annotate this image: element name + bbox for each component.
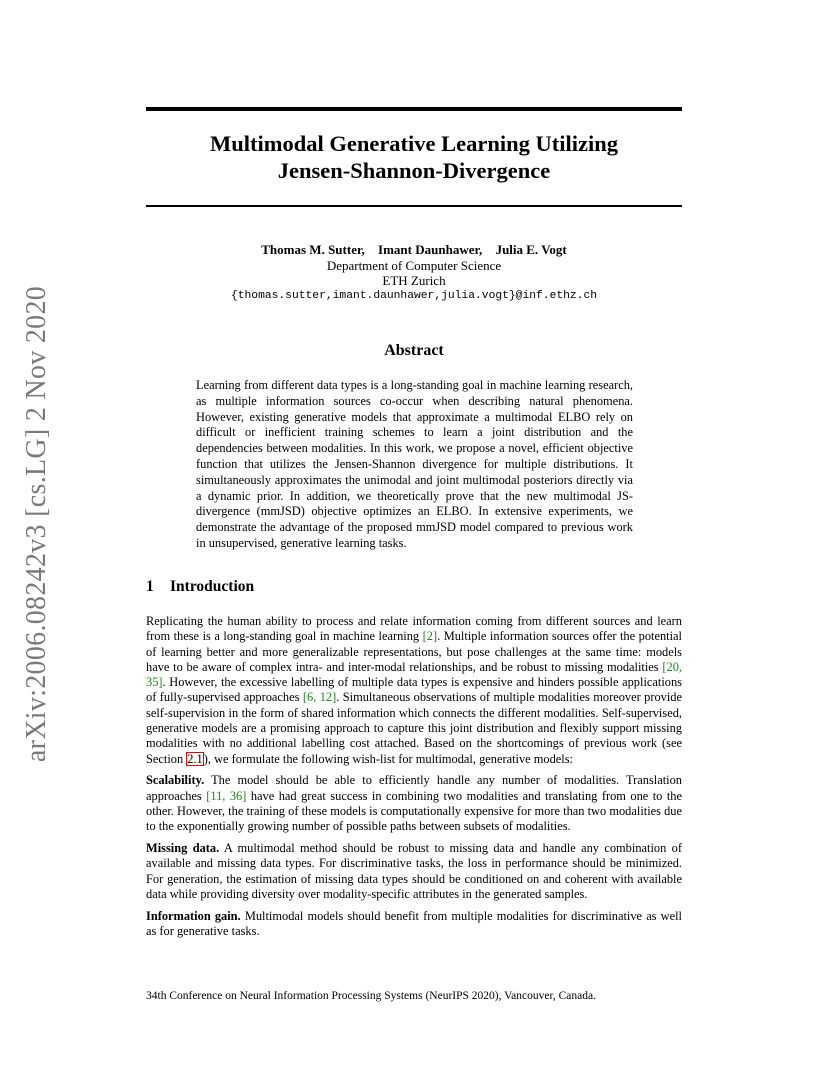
title-line-1: Multimodal Generative Learning Utilizing	[209, 131, 619, 156]
section-title: Introduction	[170, 578, 255, 595]
author-emails: {thomas.sutter,imant.daunhawer,julia.vogt}@inf.ethz.ch	[230, 289, 598, 302]
author-block	[146, 242, 682, 304]
conference-footnote: 34th Conference on Neural Information Processing Systems (NeurIPS 2020), Vancouver, Canada.	[146, 990, 596, 1002]
intro-paragraph: Replicating the human ability to process and relate information coming from different sources and learn from these is a long-standing goal in machine learning [2]. Multiple information sources offer the potential of learning better and more generalizable representations, but pose challenges at the same time: models have to be aware of complex intra- and inter-modal relationships, and be robust to missing modalities [20, 35]. However, the excessive labelling of multiple data types is expensive and hinders possible applications of fully-supervised approaches [6, 12]. Simultaneous observations of multiple modalities moreover provide self-supervision in the form of shared information which connects the different modalities. Self-supervised, generative models are a promising approach to capture this joint distribution and flexibly support missing modalities with no additional labelling cost attached. Based on the shortcomings of previous work (see Section 2.1), we formulate the following wish-list for multimodal, generative models:	[146, 614, 682, 766]
information-gain-paragraph: Information gain. Multimodal models should benefit from multiple modalities for discriminative as well as for generative tasks.	[146, 908, 682, 939]
body-text	[146, 614, 682, 946]
paper-title	[146, 130, 682, 184]
section-reference-link[interactable]: 2.1	[187, 751, 203, 766]
author-name: Thomas M. Sutter,	[261, 242, 365, 257]
paragraph-label: Information gain.	[146, 908, 241, 923]
author-institution: ETH Zurich	[382, 273, 446, 288]
section-number: 1	[146, 578, 154, 595]
title-line-2: Jensen-Shannon-Divergence	[277, 158, 551, 183]
abstract-heading: Abstract	[384, 342, 444, 359]
paragraph-label: Missing data.	[146, 841, 220, 856]
missing-data-paragraph: Missing data. A multimodal method should be robust to missing data and handle any combination of available and missing data types. For discriminative tasks, the loss in performance should be minimized. For generation, the estimation of missing data types should be conditioned on and coherent with available data while providing diversity over modality-specific attributes in the generated samples.	[146, 841, 682, 902]
author-department: Department of Computer Science	[326, 257, 502, 273]
citation-link[interactable]: [11, 36]	[206, 788, 247, 803]
arxiv-stamp: arXiv:2006.08242v3 [cs.LG] 2 Nov 2020	[21, 285, 52, 763]
paragraph-label: Scalability.	[146, 773, 205, 788]
author-name: Julia E. Vogt	[495, 242, 567, 257]
abstract-text: Learning from different data types is a long-standing goal in machine learning research, as multiple information sources co-occur when describing natural phenomena. However, existing generative models that approximate a multimodal ELBO rely on difficult or inefficient training schemes to learn a joint distribution and the dependencies between modalities. In this work, we propose a novel, efficient objective function that utilizes the Jensen-Shannon divergence for multiple distributions. It simultaneously approximates the unimodal and joint multimodal posteriors directly via a dynamic prior. In addition, we theoretically prove that the new multimodal JS-divergence (mmJSD) objective optimizes an ELBO. In extensive experiments, we demonstrate the advantage of the proposed mmJSD model compared to previous work in unsupervised, generative learning tasks.	[196, 378, 633, 550]
author-name: Imant Daunhawer,	[378, 242, 483, 257]
citation-link[interactable]: [6, 12]	[302, 690, 337, 705]
citation-link[interactable]: [20, 35]	[146, 659, 682, 690]
section-heading	[146, 578, 682, 596]
author-names	[146, 242, 682, 258]
citation-link[interactable]: [2]	[422, 629, 438, 644]
title-rule-bottom	[146, 205, 682, 207]
scalability-paragraph: Scalability. The model should be able to efficiently handle any number of modalities. Translation approaches [11, 36] have had great success in combining two modalities and translating from one to the other. However, the training of these models is computationally expensive for more than two modalities due to the exponentially growing number of possible paths between subsets of modalities.	[146, 773, 682, 834]
title-rule-top	[146, 107, 682, 111]
